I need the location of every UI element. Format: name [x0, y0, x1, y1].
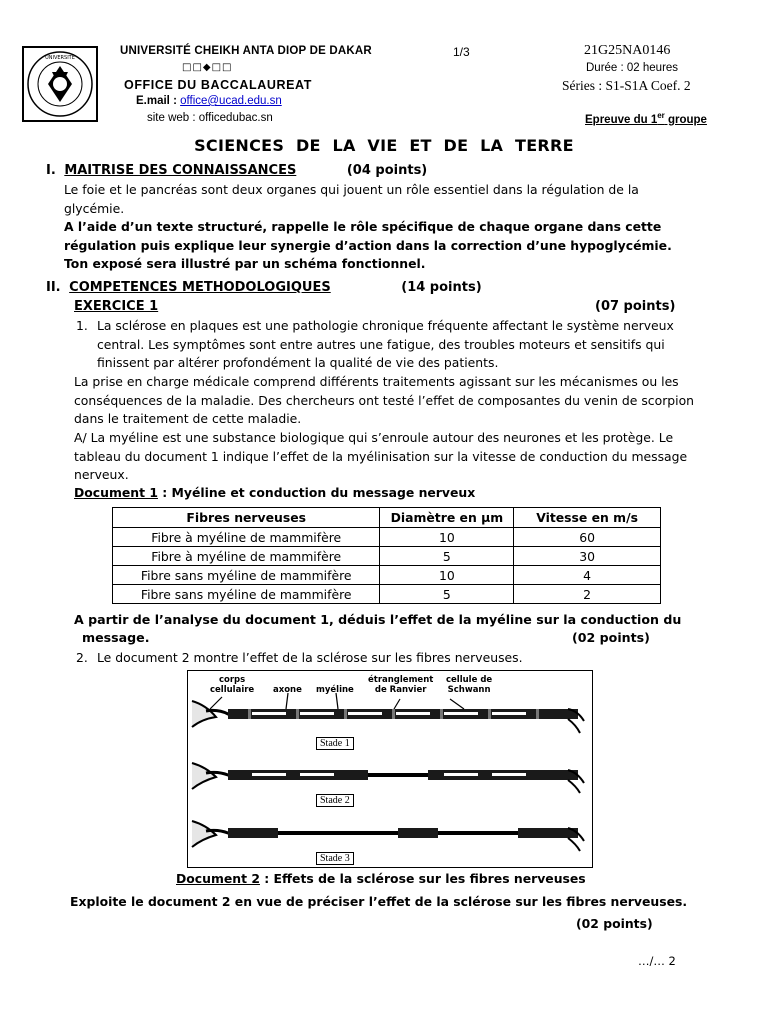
label-schwann-1: cellule de	[446, 675, 493, 685]
table-header: Diamètre en µm	[380, 508, 514, 528]
question1: A partir de l’analyse du document 1, déduis l’effet de la myéline sur la conduction du	[74, 612, 682, 627]
item1-num: 1.	[76, 318, 88, 333]
item2-text: Le document 2 montre l’effet de la sclérose sur les fibres nerveuses.	[97, 650, 523, 665]
table-header: Vitesse en m/s	[514, 508, 661, 528]
section1-points: (04 points)	[346, 163, 428, 178]
exam-code: 21G25NA0146	[584, 43, 671, 58]
item1-text: La sclérose en plaques est une pathologie chronique fréquente affectant le système nerveux central. Les symptômes sont entre autres une fatigue, des troubles moteurs et sensitifs qui finissent par altérer profondément la qualité de vie des patients.	[97, 318, 674, 370]
exercise1-title: EXERCICE 1	[74, 299, 159, 314]
section1-title: MAITRISE DES CONNAISSANCES	[64, 163, 297, 178]
question1-b: message.	[82, 630, 150, 645]
nerve-fiber-stade-3	[192, 821, 584, 851]
table-cell: Fibre à myéline de mammifère	[113, 528, 380, 547]
doc1-caption	[74, 485, 475, 500]
doc1-label: Document 1	[74, 485, 158, 500]
email-label: E.mail :	[136, 95, 181, 107]
table-cell: 4	[514, 566, 661, 585]
page-title: SCIENCES DE LA VIE ET DE LA TERRE	[194, 136, 574, 155]
table-header: Fibres nerveuses	[113, 508, 380, 528]
office-name: OFFICE DU BACCALAUREAT	[124, 78, 312, 92]
label-ranvier	[368, 675, 433, 695]
epreuve-text: Epreuve du 1	[585, 113, 658, 126]
section1-num: I.	[46, 163, 56, 178]
section1-task: A l’aide d’un texte structuré, rappelle le rôle spécifique de chaque organe dans cette régulation puis explique leur synergie d’action dans la correction d’une hypoglycémie. Ton exposé sera illustré par un schéma fonctionnel.	[64, 219, 672, 271]
document2-figure	[187, 670, 593, 868]
section2-points: (14 points)	[401, 280, 482, 295]
label-myeline: myéline	[316, 685, 354, 695]
exercise1-points: (07 points)	[595, 299, 676, 314]
label-corps-1: corps	[218, 675, 246, 685]
email-line	[136, 95, 282, 107]
doc2-title: : Effets de la sclérose sur les fibres nerveuses	[259, 871, 586, 886]
question1-points: (02 points)	[572, 630, 650, 645]
svg-text:UNIVERSITÉ: UNIVERSITÉ	[45, 55, 75, 61]
table-cell: 10	[380, 566, 514, 585]
label-axone: axone	[273, 685, 302, 695]
label-corps-2: cellulaire	[210, 685, 255, 695]
doc2-caption	[176, 871, 586, 886]
item2-num: 2.	[76, 650, 88, 665]
table-row	[113, 528, 661, 547]
doc1-title: : Myéline et conduction du message nerveux	[157, 485, 476, 500]
label-schwann	[446, 675, 492, 695]
table-cell: 5	[380, 547, 514, 566]
university-logo	[22, 46, 98, 122]
stade-label-2: Stade 2	[316, 794, 354, 807]
question2: Exploite le document 2 en vue de préciser l’effet de la sclérose sur les fibres nerveuses.	[70, 894, 688, 909]
section2-title: COMPETENCES METHODOLOGIQUES	[69, 280, 331, 295]
duration: Durée : 02 heures	[586, 62, 679, 74]
page-number: 1/3	[453, 45, 470, 59]
epreuve-sup: er	[657, 111, 665, 120]
table-row	[113, 585, 661, 604]
table-cell: 60	[514, 528, 661, 547]
table-cell: 30	[514, 547, 661, 566]
label-arrows	[210, 693, 464, 709]
site-web: site web : officedubac.sn	[147, 112, 273, 124]
table-cell: 2	[514, 585, 661, 604]
doc2-label: Document 2	[176, 871, 260, 886]
series: Séries : S1-S1A Coef. 2	[562, 78, 691, 93]
stade-label-3: Stade 3	[316, 852, 354, 865]
section2-heading	[46, 280, 482, 295]
section2-num: II.	[46, 280, 61, 295]
label-ranvier-1: étranglement	[368, 675, 434, 685]
table-row	[113, 566, 661, 585]
question2-points: (02 points)	[576, 916, 653, 931]
label-ranvier-2: de Ranvier	[374, 685, 427, 695]
email-link[interactable]: office@ucad.edu.sn	[180, 95, 282, 107]
nerve-fiber-stade-1	[192, 701, 584, 733]
part-a-paragraph: A/ La myéline est une substance biologique qui s’enroule autour des neurones et les protège. Le tableau du document 1 indique l’effet de la myélinisation sur la vitesse de conduction du message nerveux.	[74, 430, 688, 482]
nerve-fiber-stade-2	[192, 763, 584, 793]
document1-table	[112, 507, 661, 604]
page-footer: …/… 2	[638, 954, 676, 968]
epreuve-end: groupe	[664, 113, 707, 126]
section1-heading	[46, 163, 427, 178]
table-header-row	[113, 508, 661, 528]
epreuve	[585, 111, 707, 126]
label-schwann-2: Schwann	[447, 685, 491, 695]
table-cell: 5	[380, 585, 514, 604]
section1-intro: Le foie et le pancréas sont deux organes qui jouent un rôle essentiel dans la régulation de la glycémie.	[64, 182, 639, 216]
table-cell: 10	[380, 528, 514, 547]
label-corps-cellulaire	[210, 675, 254, 695]
table-cell: Fibre sans myéline de mammifère	[113, 585, 380, 604]
table-row	[113, 547, 661, 566]
university-name: UNIVERSITÉ CHEIKH ANTA DIOP DE DAKAR	[120, 45, 372, 57]
stade-label-1: Stade 1	[316, 737, 354, 750]
table-cell: Fibre sans myéline de mammifère	[113, 566, 380, 585]
treatment-paragraph: La prise en charge médicale comprend différents traitements agissant sur les mécanismes ou les conséquences de la maladie. Des chercheurs ont testé l’effet de composantes du venin de scorpion dans le traitement de cette maladie.	[74, 374, 695, 426]
table-cell: Fibre à myéline de mammifère	[113, 547, 380, 566]
header-ornament: □□◆□□	[182, 62, 233, 73]
